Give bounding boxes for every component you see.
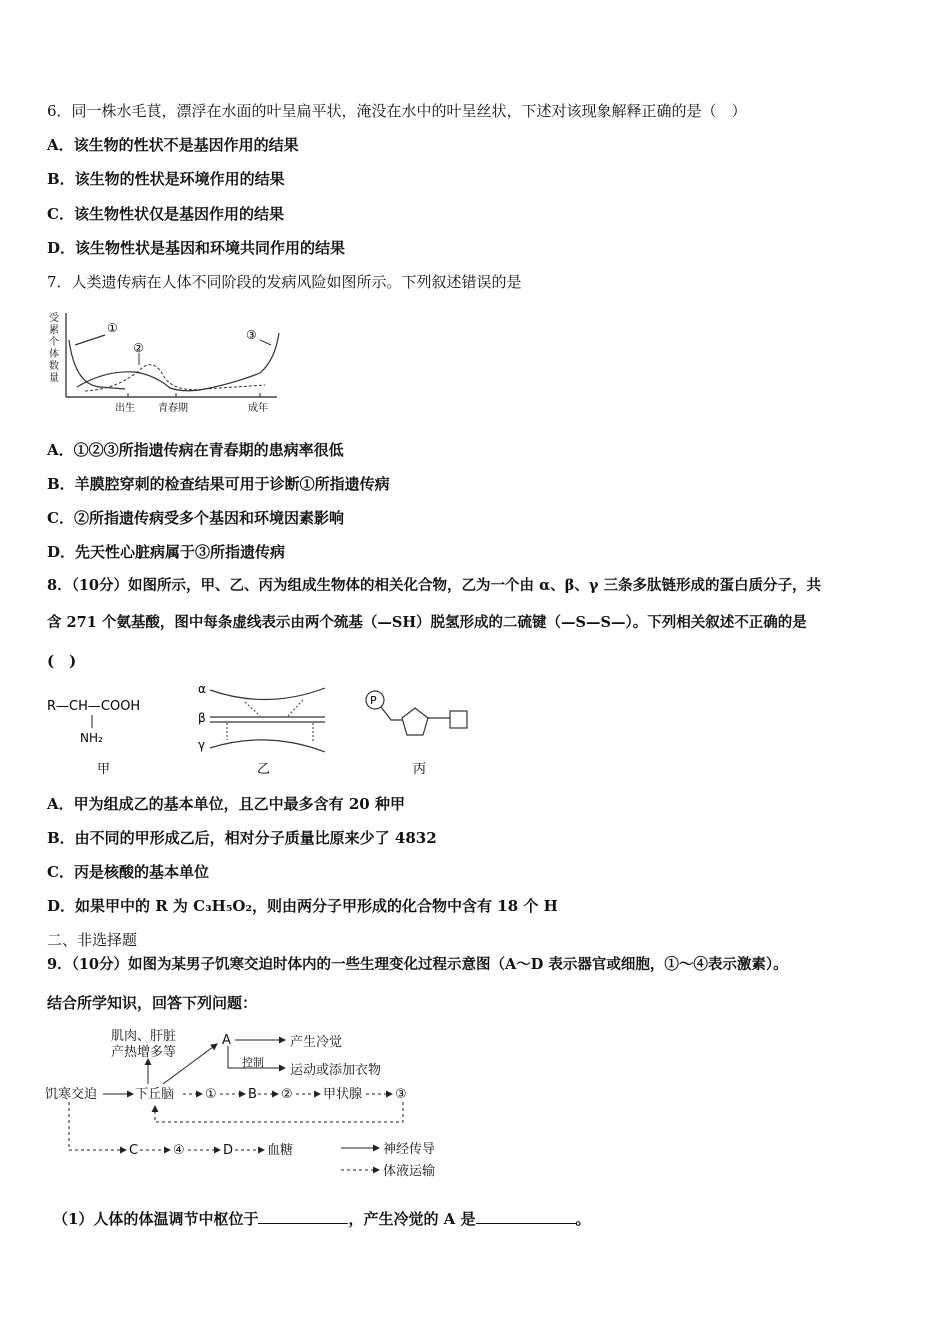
q7-risk-figure bbox=[45, 305, 285, 420]
q8-stem-line1: 8．（10分）如图所示，甲、乙、丙为组成生物体的相关化合物，乙为一个由 α、β、γ 三条多肽链形成的蛋白质分子，共 bbox=[47, 577, 821, 594]
q8-disulfide-1 bbox=[245, 702, 260, 716]
q9-muscle: 肌肉、肝脏 bbox=[111, 1029, 177, 1044]
q8-option-c: C．丙是核酸的基本单位 bbox=[47, 863, 209, 881]
q8-chain-beta-label: β bbox=[198, 711, 206, 725]
q8-caption-bing: 丙 bbox=[413, 762, 427, 777]
q8-jia-nh2: NH₂ bbox=[80, 731, 103, 745]
q8-jia-formula: R—CH—COOH bbox=[47, 699, 141, 714]
q9-sub1-blank2[interactable] bbox=[476, 1209, 576, 1224]
q9-hypothalamus: 下丘脑 bbox=[135, 1087, 175, 1102]
q8-chain-alpha-label: α bbox=[198, 682, 206, 696]
q8-stem-line2: 含 271 个氨基酸，图中每条虚线表示由两个巯基（—SH）脱氢形成的二硫键（—S—S—）。下列相关叙述不正确的是 bbox=[47, 614, 807, 631]
q7-option-c: C．②所指遗传病受多个基因和环境因素影响 bbox=[47, 509, 344, 527]
q6-option-b: B．该生物的性状是环境作用的结果 bbox=[47, 170, 285, 188]
q9-node-d: D bbox=[223, 1143, 234, 1158]
q7-option-b: B．羊膜腔穿刺的检查结果可用于诊断①所指遗传病 bbox=[47, 475, 390, 493]
q9-cold: 产生冷觉 bbox=[290, 1035, 343, 1050]
q9-diagram bbox=[45, 1022, 465, 1182]
q8-disulfide-2 bbox=[288, 700, 303, 716]
q9-sub1-blank1[interactable] bbox=[258, 1209, 348, 1224]
q8-phosphate-bond bbox=[381, 707, 403, 720]
q9-sub1 bbox=[53, 1209, 591, 1229]
q9-legend-neural: 神经传导 bbox=[383, 1142, 436, 1157]
q7-ylabel-5: 数 bbox=[49, 361, 59, 372]
q6-option-a: A．该生物的性状不是基因作用的结果 bbox=[47, 136, 299, 154]
q6-stem: 6．同一株水毛茛，漂浮在水面的叶呈扁平状，淹没在水中的叶呈丝状，下述对该现象解释正确的是（ ） bbox=[47, 102, 747, 120]
q9-arrow-feedback bbox=[155, 1102, 403, 1122]
q6-option-d: D．该生物性状是基因和环境共同作用的结果 bbox=[47, 239, 346, 257]
q7-curve-label-1: ① bbox=[107, 321, 118, 335]
q9-glucose: 血糖 bbox=[267, 1143, 294, 1158]
q9-node-a: A bbox=[222, 1033, 231, 1048]
q9-sub1-part1: （1）人体的体温调节中枢位于 bbox=[53, 1210, 259, 1228]
q9-legend-humoral: 体液运输 bbox=[383, 1164, 436, 1179]
q9-hormone-3: ③ bbox=[395, 1087, 407, 1102]
q8-caption-yi: 乙 bbox=[257, 762, 271, 777]
q7-ylabel-4: 体 bbox=[49, 349, 59, 360]
q7-ylabel-2: 累 bbox=[49, 325, 59, 336]
q7-ylabel-1: 受 bbox=[49, 313, 59, 324]
q7-ylabel-6: 量 bbox=[49, 373, 59, 384]
q7-xtick-birth: 出生 bbox=[115, 403, 135, 414]
q7-option-d: D．先天性心脏病属于③所指遗传病 bbox=[47, 543, 286, 561]
q8-option-a: A．甲为组成乙的基本单位，且乙中最多含有 20 种甲 bbox=[47, 795, 405, 813]
q8-option-d: D．如果甲中的 R 为 C₃H₅O₂，则由两分子甲形成的化合物中含有 18 个 H bbox=[47, 897, 558, 915]
q8-chain-alpha bbox=[210, 688, 325, 700]
q9-thyroid: 甲状腺 bbox=[323, 1087, 363, 1102]
q9-arrow-start-c bbox=[69, 1102, 126, 1150]
q9-motion: 运动或添加衣物 bbox=[290, 1063, 382, 1078]
q8-caption-jia: 甲 bbox=[97, 762, 111, 777]
q7-xtick-adult: 成年 bbox=[248, 403, 268, 414]
q7-curve-label-3: ③ bbox=[246, 328, 257, 342]
q8-base bbox=[450, 711, 467, 728]
q7-ylabel-3: 个 bbox=[49, 337, 59, 348]
q8-pentose bbox=[402, 708, 428, 735]
q7-curve-1 bbox=[69, 335, 125, 389]
q9-stem-line2: 结合所学知识，回答下列问题： bbox=[47, 994, 258, 1012]
q7-option-a: A．①②③所指遗传病在青春期的患病率很低 bbox=[47, 441, 344, 459]
q6-option-c: C．该生物性状仅是基因作用的结果 bbox=[47, 205, 284, 223]
q8-option-b: B．由不同的甲形成乙后，相对分子质量比原来少了 4832 bbox=[47, 829, 437, 847]
q9-heat: 产热增多等 bbox=[111, 1045, 177, 1060]
q9-stem-line1: 9．（10分）如图为某男子饥寒交迫时体内的一些生理变化过程示意图（A～D 表示器官或细胞，①～④表示激素）。 bbox=[47, 956, 788, 973]
q9-start: 饥寒交迫 bbox=[45, 1087, 98, 1102]
q9-hormone-1: ① bbox=[205, 1087, 217, 1102]
q9-sub1-part2: ，产生冷觉的 A 是 bbox=[348, 1210, 476, 1228]
q9-sub1-part3: 。 bbox=[575, 1210, 591, 1228]
q7-ylabel bbox=[49, 312, 59, 384]
q7-curve-label-2: ② bbox=[133, 341, 144, 355]
q8-figure bbox=[45, 680, 485, 780]
section-2-heading: 二、非选择题 bbox=[47, 931, 138, 949]
q9-hormone-4: ④ bbox=[173, 1143, 185, 1158]
q7-xtick-puberty: 青春期 bbox=[158, 403, 188, 414]
q7-curve-2 bbox=[85, 365, 265, 391]
q9-hormone-2: ② bbox=[281, 1087, 293, 1102]
q9-control: 控制 bbox=[242, 1056, 264, 1069]
q7-pointer-3 bbox=[260, 340, 271, 345]
q8-chain-gamma-label: γ bbox=[198, 738, 206, 752]
q9-node-b: B bbox=[248, 1087, 257, 1102]
q7-stem: 7．人类遗传病在人体不同阶段的发病风险如图所示。下列叙述错误的是 bbox=[47, 273, 522, 291]
q8-stem-line3: ( ) bbox=[47, 652, 77, 670]
q9-node-c: C bbox=[129, 1143, 139, 1158]
q8-chain-beta bbox=[210, 717, 325, 722]
q8-phosphate-label: P bbox=[370, 694, 377, 707]
q8-chain-gamma bbox=[210, 740, 325, 752]
